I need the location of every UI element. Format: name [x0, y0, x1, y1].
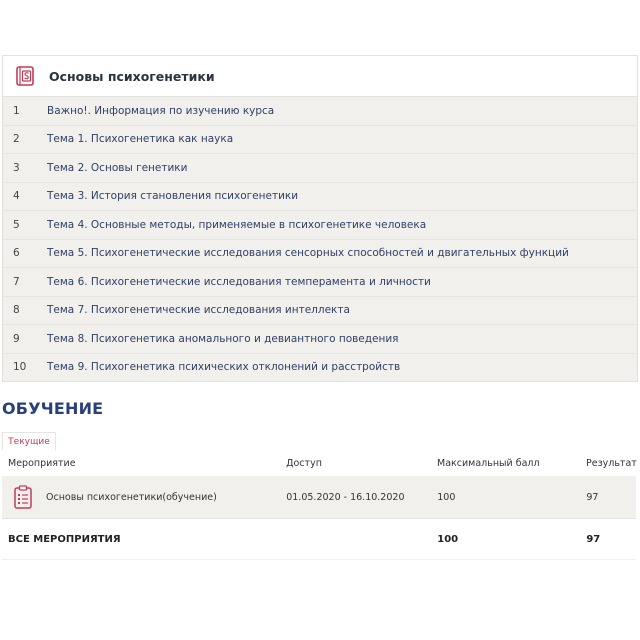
topic-link[interactable]: Тема 6. Психогенетические исследования темперамента и личности	[47, 275, 431, 288]
topic-row	[3, 354, 637, 382]
column-access-header: Доступ	[286, 457, 322, 469]
topic-number: 5	[13, 218, 20, 231]
topic-link[interactable]: Тема 8. Психогенетика аномального и девиантного поведения	[47, 332, 399, 345]
topic-row	[3, 297, 637, 326]
topic-row	[3, 183, 637, 212]
column-result-header: Результат	[586, 457, 637, 469]
document-icon	[14, 65, 36, 87]
topic-link[interactable]: Тема 2. Основы генетики	[47, 161, 188, 174]
topic-number: 2	[13, 133, 20, 146]
topic-number: 8	[13, 304, 20, 317]
topic-row	[3, 325, 637, 354]
topic-number: 1	[13, 104, 20, 117]
topic-number: 7	[13, 275, 20, 288]
event-result: 97	[586, 491, 599, 503]
topic-number: 4	[13, 190, 20, 203]
tab-current[interactable]: Текущие	[2, 432, 56, 451]
topic-number: 6	[13, 247, 20, 260]
event-title-link[interactable]: Основы психогенетики(обучение)	[46, 491, 217, 503]
topic-link[interactable]: Тема 7. Психогенетические исследования интеллекта	[47, 304, 350, 317]
section-title: ОБУЧЕНИЕ	[2, 399, 104, 418]
topic-number: 3	[13, 161, 20, 174]
course-card	[2, 55, 638, 382]
topic-link[interactable]: Тема 1. Психогенетика как наука	[47, 133, 234, 146]
topic-row	[3, 268, 637, 297]
topic-number: 10	[13, 361, 27, 374]
total-result: 97	[586, 533, 601, 545]
total-max-score: 100	[437, 533, 459, 545]
topic-link[interactable]: Тема 5. Психогенетические исследования сенсорных способностей и двигательных функций	[47, 247, 569, 260]
table-row	[2, 476, 636, 519]
topic-list	[3, 97, 637, 381]
topic-row	[3, 240, 637, 269]
topic-row	[3, 97, 637, 126]
column-max-score-header: Максимальный балл	[437, 457, 540, 469]
topic-number: 9	[13, 332, 20, 345]
topic-link[interactable]: Тема 9. Психогенетика психических отклонений и расстройств	[47, 361, 401, 374]
clipboard-icon	[12, 484, 34, 510]
table-header	[2, 450, 636, 476]
course-title: Основы психогенетики	[49, 68, 215, 84]
events-table	[2, 450, 636, 560]
event-max-score: 100	[437, 491, 456, 503]
topic-link[interactable]: Тема 3. История становления психогенетики	[47, 190, 299, 203]
topic-link[interactable]: Важно!. Информация по изучению курса	[47, 104, 275, 117]
event-cell	[2, 484, 286, 510]
course-header	[3, 56, 637, 97]
event-access-dates: 01.05.2020 - 16.10.2020	[286, 491, 405, 503]
topic-row	[3, 154, 637, 183]
total-label: ВСЕ МЕРОПРИЯТИЯ	[8, 533, 121, 545]
table-total-row	[2, 519, 636, 559]
topic-row	[3, 126, 637, 155]
column-event-header: Мероприятие	[8, 457, 76, 469]
topic-link[interactable]: Тема 4. Основные методы, применяемые в психогенетике человека	[47, 218, 427, 231]
topic-row	[3, 211, 637, 240]
